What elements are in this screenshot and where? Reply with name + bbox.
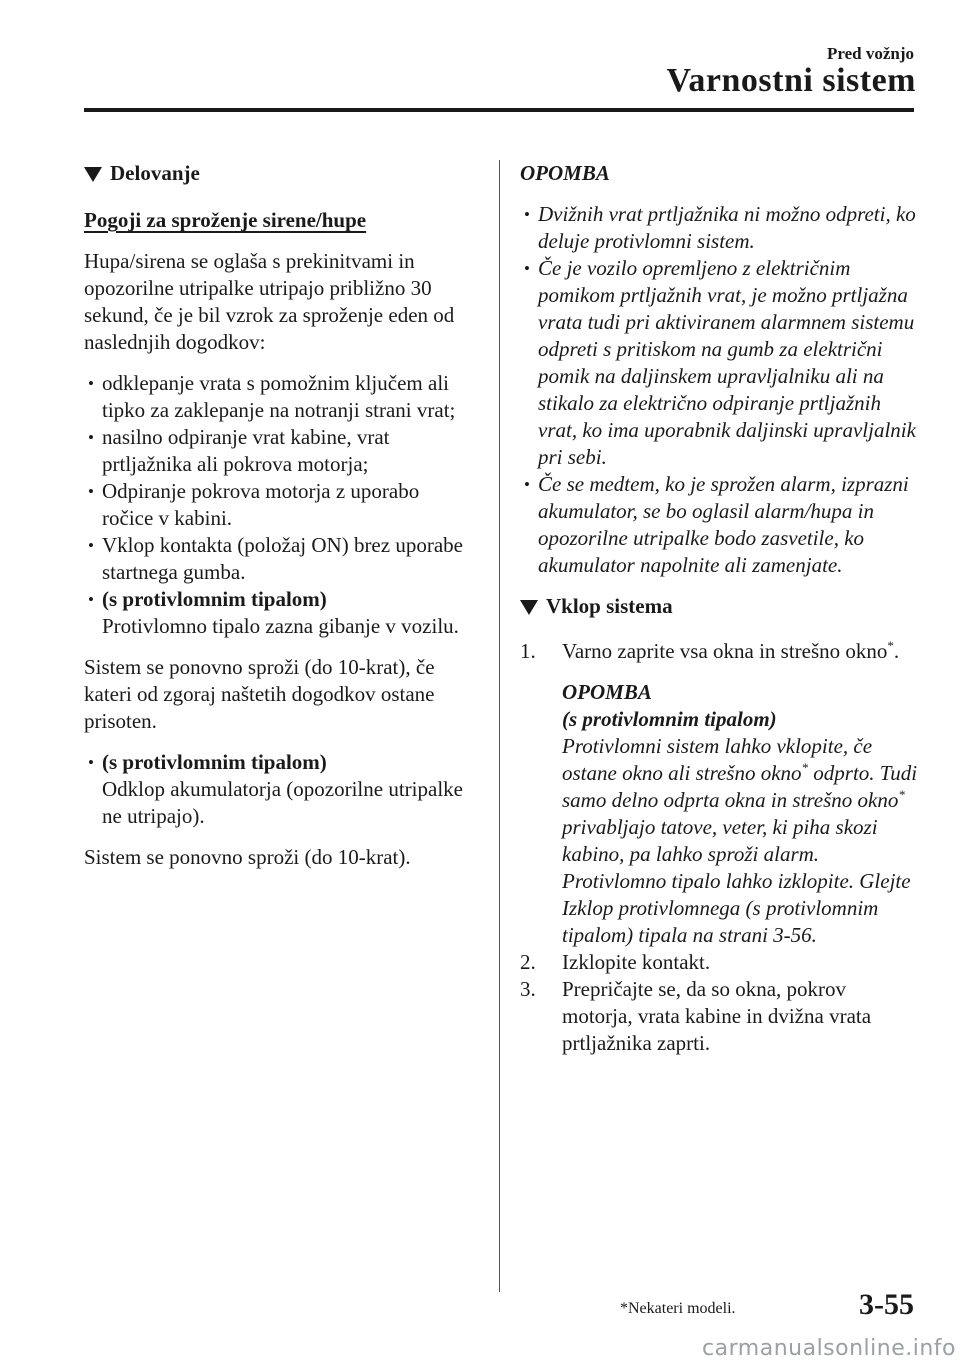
- bullet-icon: •: [88, 536, 94, 555]
- footer-note: *Nekateri modeli.: [620, 1300, 736, 1317]
- footnote-star: *: [898, 787, 905, 802]
- bullet-icon: •: [88, 374, 94, 393]
- list-item: • Če se medtem, ko je sprožen alarm, izprazni akumulator, se bo oglasil alarm/hupa in opozorilne utripalke bodo zasvetile, ko akumulator napolnite ali zamenjate.: [524, 472, 909, 577]
- step-text: Prepričajte se, da so okna, pokrov motorja, vrata kabine in dvižna vrata prtljažnika zaprti.: [562, 977, 872, 1055]
- note-list: [520, 201, 920, 579]
- sensor-label: (s protivlomnim tipalom): [102, 587, 327, 611]
- section-heading-activation: [520, 593, 920, 620]
- list-item: • Odpiranje pokrova motorja z uporabo ročice v kabini.: [88, 479, 420, 530]
- bullet-icon: •: [524, 259, 530, 278]
- step-item: [520, 976, 920, 1057]
- section-heading-operation: [84, 160, 468, 187]
- footnote-star: *: [887, 638, 894, 653]
- page-title: Varnostni sistem: [666, 62, 916, 99]
- header-rule: [84, 108, 914, 112]
- inner-note-text: Protivlomno tipalo lahko izklopite. Glejte Izklop protivlomnega (s protivlomnim tipalom) tipala na strani 3-56.: [562, 869, 911, 947]
- bullet-icon: •: [524, 205, 530, 224]
- bullet-icon: •: [88, 428, 94, 447]
- triangle-icon: [84, 167, 102, 182]
- step-number: 2.: [520, 950, 536, 974]
- list-item: [84, 749, 468, 830]
- subheading: Pogoji za sproženje sirene/hupe: [84, 208, 367, 232]
- step-number: 3.: [520, 977, 536, 1001]
- column-divider: [499, 160, 500, 1292]
- inner-note-title: OPOMBA: [562, 680, 652, 704]
- step-number: 1.: [520, 639, 536, 663]
- list-item: • Če je vozilo opremljeno z električnim pomikom prtljažnih vrat, je možno prtljažna vrata tudi pri aktiviranem alarmnem sistemu odpreti s pritiskom na gumb za električni pomik na daljinskem upravljalniku ali na stikalo za električno odpiranje prtljažnih vrat, ko ima uporabnik daljinski upravljalnik pri sebi.: [524, 256, 916, 469]
- bullet-icon: •: [88, 482, 94, 501]
- left-column: [84, 160, 468, 885]
- battery-list: [84, 749, 468, 830]
- bullet-icon: •: [88, 590, 94, 609]
- step-item: 1. Varno zaprite vsa okna in strešno okno*. OPOMBA (s protivlomnim tipalom) Protivlomni sistem lahko vklopite, če ostane okno ali strešno okno* odprto. Tudi samo delno odprta okna in strešno okno* privabljajo tatove, veter, ki piha skozi kabino, pa lahko sproži alarm. Protivlomno tipalo lahko izklopite. Glejte Izklop protivlomnega (s protivlomnim tipalom) tipala na strani 3-56.: [520, 638, 920, 949]
- steps-list: [520, 638, 920, 1057]
- header-section: Pred vožnjo: [826, 44, 914, 63]
- bullet-icon: •: [524, 475, 530, 494]
- list-item: • Vklop kontakta (položaj ON) brez uporabe startnega gumba.: [88, 533, 463, 584]
- inner-note-text: Protivlomni sistem lahko vklopite, če ostane okno ali strešno okno* odprto. Tudi samo delno odprta okna in strešno okno* privabljajo tatove, veter, ki piha skozi kabino, pa lahko sproži alarm.: [562, 734, 918, 866]
- intro-paragraph: Hupa/sirena se oglaša s prekinitvami in opozorilne utripalke utripajo približno 30 sekund, če je bil vzrok za sproženje eden od naslednjih dogodkov:: [84, 249, 455, 354]
- trigger-list: [84, 370, 468, 640]
- footnote-star: *: [801, 760, 809, 775]
- list-item: [84, 586, 468, 640]
- bullet-icon: •: [88, 753, 94, 772]
- inner-note: [562, 679, 920, 949]
- repeat-paragraph: Sistem se ponovno sproži (do 10-krat).: [84, 845, 411, 869]
- page-number: 3-55: [859, 1288, 914, 1321]
- list-item: • nasilno odpiranje vrat kabine, vrat prtljažnika ali pokrova motorja;: [88, 425, 390, 476]
- step-text: Izklopite kontakt.: [562, 950, 711, 974]
- inner-note-label: (s protivlomnim tipalom): [562, 707, 777, 731]
- note-title: OPOMBA: [520, 161, 610, 185]
- sensor-text: Odklop akumulatorja (opozorilne utripalke ne utripajo).: [102, 777, 463, 828]
- right-column: [520, 160, 920, 1057]
- watermark: carmanualsonline.info: [702, 1336, 956, 1361]
- list-item: • odklepanje vrata s pomožnim ključem ali tipko za zaklepanje na notranji strani vrat;: [88, 371, 456, 422]
- sensor-label: (s protivlomnim tipalom): [102, 750, 327, 774]
- triangle-icon: [520, 600, 538, 615]
- step-text: Varno zaprite vsa okna in strešno okno: [562, 639, 888, 663]
- repeat-paragraph: Sistem se ponovno sproži (do 10-krat), če kateri od zgoraj naštetih dogodkov ostane prisoten.: [84, 655, 435, 733]
- section-heading-text: Vklop sistema: [546, 594, 673, 618]
- section-heading-text: Delovanje: [110, 161, 200, 185]
- sensor-text: Protivlomno tipalo zazna gibanje v vozilu.: [102, 614, 459, 638]
- list-item: • Dvižnih vrat prtljažnika ni možno odpreti, ko deluje protivlomni sistem.: [524, 202, 916, 253]
- step-item: [520, 949, 920, 976]
